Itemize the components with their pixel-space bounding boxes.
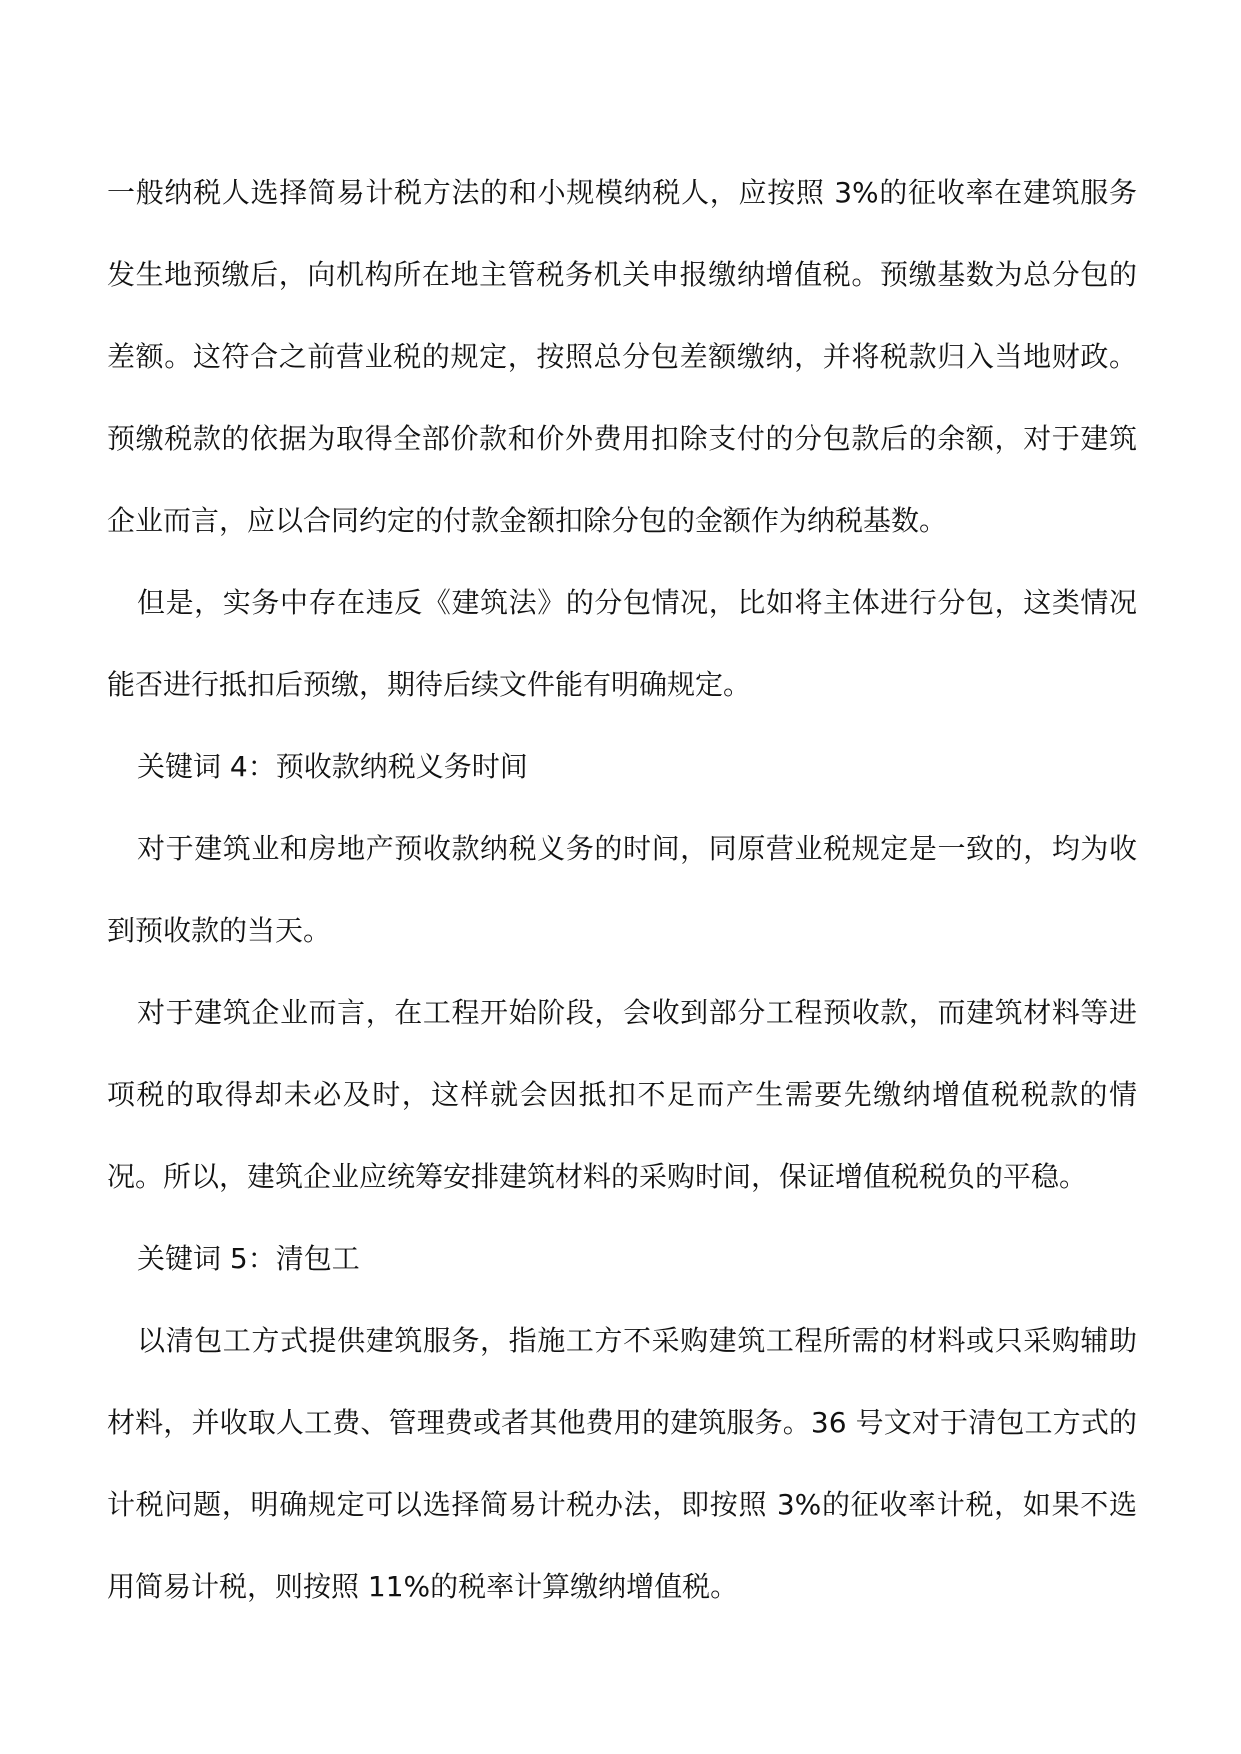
paragraph-3: 对于建筑业和房地产预收款纳税义务的时间，同原营业税规定是一致的，均为收到预收款的当天。 bbox=[107, 832, 1137, 947]
document-body bbox=[107, 152, 1137, 1628]
paragraph-1: 一般纳税人选择简易计税方法的和小规模纳税人，应按照 3%的征收率在建筑服务发生地预缴后，向机构所在地主管税务机关申报缴纳增值税。预缴基数为总分包的差额。这符合之前营业税的规定，按照总分包差额缴纳，并将税款归入当地财政。预缴税款的依据为取得全部价款和价外费用扣除支付的分包款后的余额，对于建筑企业而言，应以合同约定的付款金额扣除分包的金额作为纳税基数。 bbox=[107, 176, 1137, 537]
keyword-heading-5: 关键词 5：清包工 bbox=[137, 1242, 360, 1275]
keyword-heading-4: 关键词 4：预收款纳税义务时间 bbox=[137, 750, 528, 783]
paragraph-2: 但是，实务中存在违反《建筑法》的分包情况，比如将主体进行分包，这类情况能否进行抵扣后预缴，期待后续文件能有明确规定。 bbox=[107, 586, 1137, 701]
paragraph-4: 对于建筑企业而言，在工程开始阶段，会收到部分工程预收款，而建筑材料等进项税的取得却未必及时，这样就会因抵扣不足而产生需要先缴纳增值税税款的情况。所以，建筑企业应统筹安排建筑材料的采购时间，保证增值税税负的平稳。 bbox=[107, 996, 1137, 1193]
paragraph-5: 以清包工方式提供建筑服务，指施工方不采购建筑工程所需的材料或只采购辅助材料，并收取人工费、管理费或者其他费用的建筑服务。36 号文对于清包工方式的计税问题，明确规定可以选择简易计税办法，即按照 3%的征收率计税，如果不选用简易计税，则按照 11%的税率计算缴纳增值税。 bbox=[107, 1324, 1137, 1603]
